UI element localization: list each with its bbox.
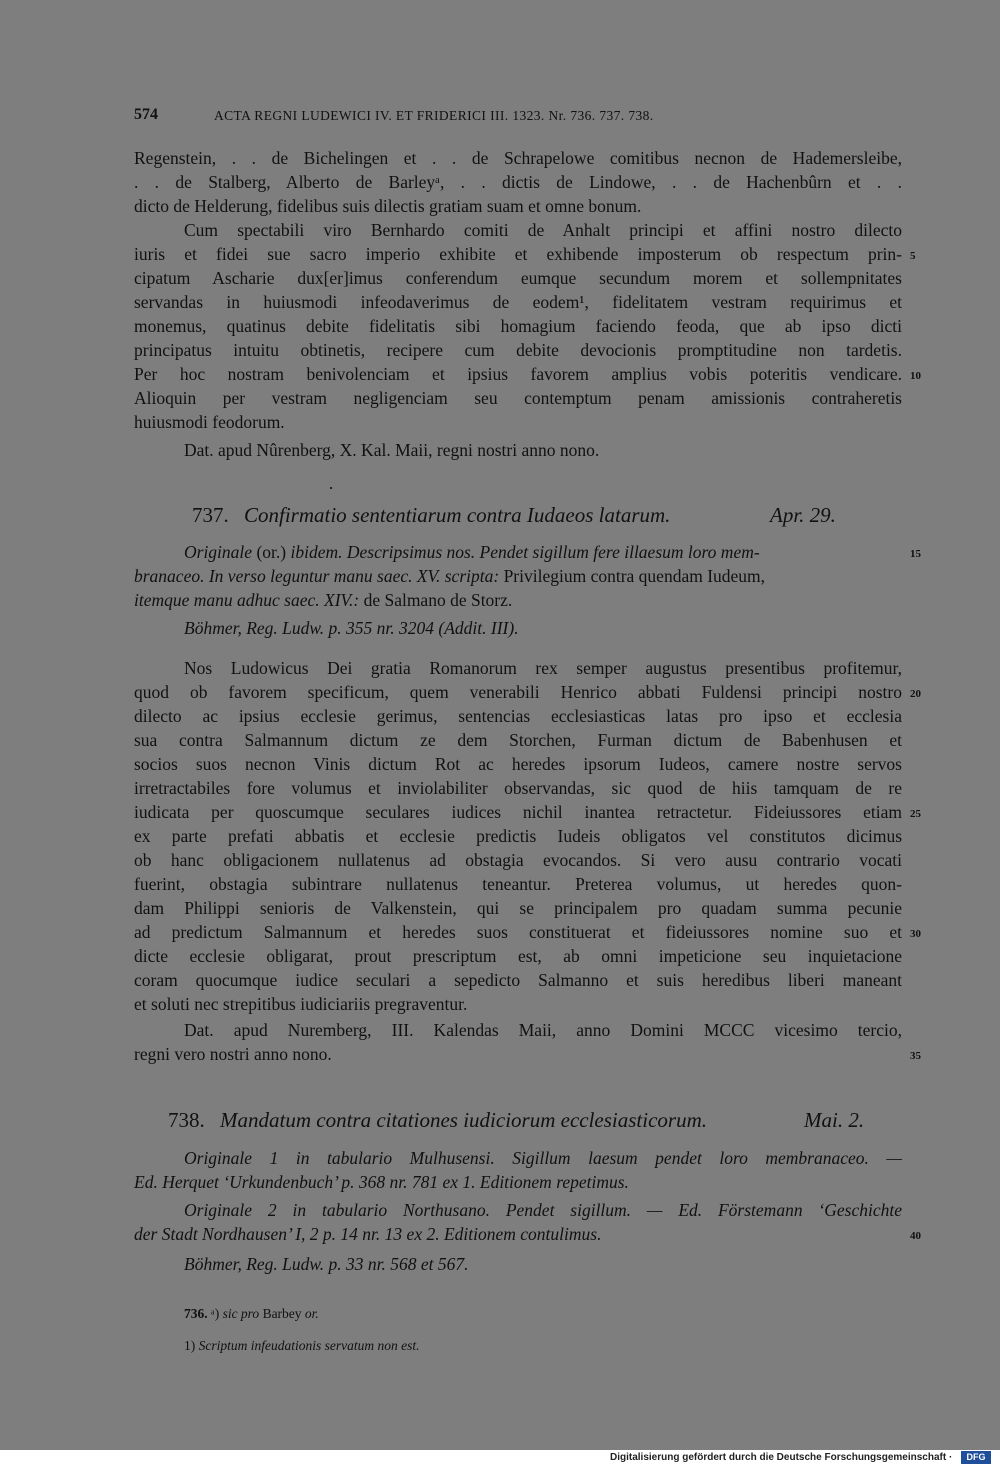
- dfg-logo: DFG: [961, 1451, 991, 1464]
- page-number: 574: [134, 106, 158, 123]
- text-line: Nos Ludowicus Dei gratia Romanorum rex semper augustus presentibus profitemur,: [184, 658, 902, 678]
- source-line: der Stadt Nordhausen’ I, 2 p. 14 nr. 13 ex 2. Editionem contulimus.: [134, 1224, 602, 1244]
- margin-line-number: 15: [910, 548, 921, 560]
- dating-line: Dat. apud Nuremberg, III. Kalendas Maii, anno Domini MCCC vicesimo tercio,: [184, 1020, 902, 1040]
- source-italic: Originale: [184, 542, 253, 562]
- footnote-roman: Barbey: [259, 1306, 305, 1321]
- digitization-credit: Digitalisierung gefördert durch die Deutsche Forschungsgemeinschaft ·: [610, 1452, 953, 1463]
- text-line: iuris et fidei sue sacro imperio exhibite et exhibende imposterum ob respectum prin-: [134, 244, 902, 264]
- margin-line-number: 5: [910, 250, 916, 262]
- margin-line-number: 20: [910, 688, 921, 700]
- running-title: ACTA REGNI LUDEWICI IV. ET FRIDERICI III. 1323. Nr. 736. 737. 738.: [214, 108, 654, 123]
- document-number: 737.: [192, 503, 229, 527]
- title-text: Confirmatio sententiarum contra Iudaeos latarum.: [244, 503, 671, 527]
- text-line: ob hanc obligacionem nullatenus ad obstagia evocandos. Si vero ausu contrario vocati: [134, 850, 902, 870]
- dating-line: Dat. apud Nûrenberg, X. Kal. Maii, regni nostri anno nono.: [184, 440, 600, 460]
- text-line: monemus, quatinus debite fidelitatis sibi homagium faciendo feoda, que ab ipso dicti: [134, 316, 902, 336]
- text-line: coram quocumque iudice seculari a sepedicto Salmanno et suis heredibus liberi maneant: [134, 970, 902, 990]
- source-italic: ibidem. Descripsimus nos. Pendet sigillum fere illaesum loro mem-: [290, 542, 760, 562]
- text-line: dicto de Helderung, fidelibus suis dilectis gratiam suam et omne bonum.: [134, 196, 642, 216]
- source-line: Ed. Herquet ‘Urkundenbuch’ p. 368 nr. 781 ex 1. Editionem repetimus.: [134, 1172, 629, 1192]
- source-line: Originale 2 in tabulario Northusano. Pendet sigillum. — Ed. Förstemann ‘Geschichte: [184, 1200, 902, 1220]
- margin-line-number: 10: [910, 370, 921, 382]
- document-date: Apr. 29.: [770, 503, 836, 527]
- source-line: [184, 540, 902, 564]
- text-line: servandas in huiusmodi infeodaverimus de eodem¹, fidelitatem vestram requirimus et: [134, 292, 902, 312]
- margin-line-number: 40: [910, 1230, 921, 1242]
- margin-line-number: 35: [910, 1050, 921, 1062]
- text-line: Alioquin per vestram negligenciam seu contemptum penam amissionis contraheretis: [134, 388, 902, 408]
- source-line: [134, 588, 902, 612]
- text-line: sua contra Salmannum dictum ze dem Storchen, Furman dictum de Babenhusen et: [134, 730, 902, 750]
- regest-reference: Böhmer, Reg. Ludw. p. 33 nr. 568 et 567.: [184, 1254, 469, 1274]
- source-roman: (or.): [252, 542, 291, 562]
- source-line: Originale 1 in tabulario Mulhusensi. Sigillum laesum pendet loro membranaceo. —: [184, 1148, 902, 1168]
- text-line: regni vero nostri anno nono.: [134, 1044, 332, 1064]
- margin-line-number: 30: [910, 928, 921, 940]
- margin-line-number: 25: [910, 808, 921, 820]
- text-line: Cum spectabili viro Bernhardo comiti de Anhalt principi et affini nostro dilecto: [184, 220, 902, 240]
- source-italic: itemque manu adhuc saec. XIV.:: [134, 590, 360, 610]
- source-roman: Privilegium contra quendam Iudeum,: [499, 566, 766, 586]
- document-number: 738.: [168, 1108, 205, 1132]
- text-line: . . de Stalberg, Alberto de Barleyᵃ, . . dictis de Lindowe, . . de Hachenbûrn et . .: [134, 172, 902, 192]
- footnote-number: 736.: [184, 1306, 208, 1321]
- text-line: dam Philippi senioris de Valkenstein, qui se principalem pro quadam summa pecunie: [134, 898, 902, 918]
- text-line: Regenstein, . . de Bichelingen et . . de Schrapelowe comitibus necnon de Hademersleibe,: [134, 148, 902, 168]
- text-line: dilecto ac ipsius ecclesie gerimus, sentencias ecclesiasticas latas pro ipso et ecclesia: [134, 706, 902, 726]
- text-line: cipatum Ascharie dux[er]imus conferendum eumque secundum morem et sollempnitates: [134, 268, 902, 288]
- text-line: Per hoc nostram benivolenciam et ipsius favorem amplius vobis poteritis vendicare.: [134, 364, 902, 384]
- text-line: irretractabiles fore volumus et inviolabiliter observandas, sic quod de hiis tamquam de re: [134, 778, 902, 798]
- text-line: dicte ecclesie obligarat, prout prescriptum est, ab omni impeticione seu inquietacione: [134, 946, 902, 966]
- footnote-italic: sic pro: [222, 1306, 260, 1321]
- text-line: socios suos necnon Vinis dictum Rot ac heredes ipsorum Iudeos, camere nostre servos: [134, 754, 902, 774]
- footnote-1: [184, 1338, 419, 1354]
- title-text: Mandatum contra citationes iudiciorum ecclesiasticorum.: [220, 1108, 708, 1132]
- regest-reference: Böhmer, Reg. Ludw. p. 355 nr. 3204 (Addit. III).: [184, 618, 519, 638]
- text-line: fuerint, obstagia subintrare nullatenus teneantur. Preterea volumus, ut heredes quon-: [134, 874, 902, 894]
- document-date: Mai. 2.: [804, 1108, 865, 1132]
- footnote-mark: ᵃ): [207, 1306, 223, 1321]
- source-italic: branaceo. In verso leguntur manu saec. XV. scripta:: [134, 566, 500, 586]
- text-line: iudicata per quoscumque seculares iudices nichil inantea retractetur. Fideiussores etiam: [134, 802, 902, 822]
- document-title-737: [192, 503, 670, 528]
- stray-mark: [330, 487, 332, 489]
- text-line: principatus intuitu obtinetis, recipere cum debite devocionis promptitudine non tardetis.: [134, 340, 902, 360]
- footnote-italic: Scriptum infeudationis servatum non est.: [198, 1338, 420, 1353]
- text-line: huiusmodi feodorum.: [134, 412, 285, 432]
- footnote-number: 1): [184, 1338, 199, 1353]
- document-title-738: [168, 1108, 707, 1133]
- source-roman: de Salmano de Storz.: [359, 590, 513, 610]
- text-line: ex parte prefati abbatis et ecclesie predictis Iudeis obligatos vel constitutos dicimus: [134, 826, 902, 846]
- source-line: [134, 564, 902, 588]
- footnote-italic: or.: [304, 1306, 319, 1321]
- text-line: ad predictum Salmannum et heredes suos constituerat et fideiussores nomine suo et: [134, 922, 902, 942]
- footnote-736a: [184, 1306, 319, 1322]
- text-line: et soluti nec strepitibus iudiciariis pregraventur.: [134, 994, 468, 1014]
- text-line: quod ob favorem specificum, quem venerabili Henrico abbati Fuldensi principi nostro: [134, 682, 902, 702]
